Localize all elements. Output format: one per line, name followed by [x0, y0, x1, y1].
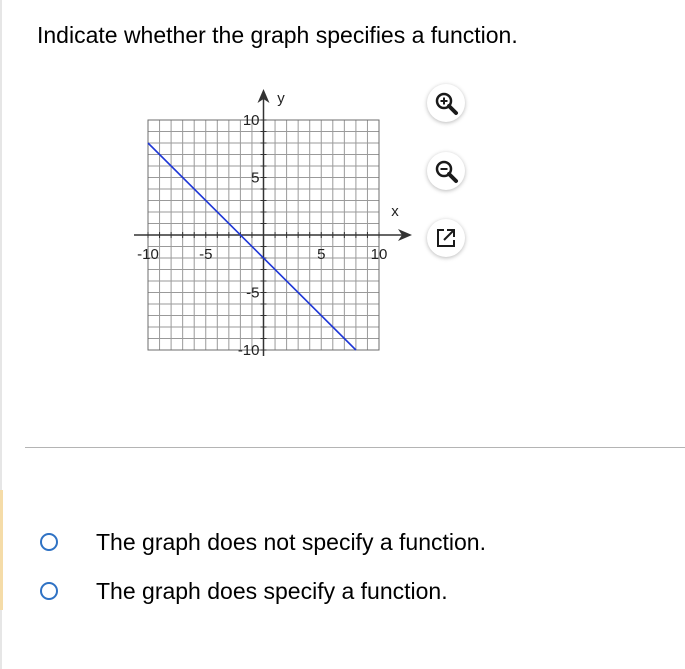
- radio-button[interactable]: [40, 533, 58, 551]
- y-tick-label: -5: [246, 284, 260, 302]
- x-tick-label: -5: [199, 246, 213, 263]
- x-tick-label: -10: [137, 246, 159, 263]
- popout-button[interactable]: [427, 219, 465, 257]
- zoom-out-button[interactable]: [427, 152, 465, 190]
- radio-button[interactable]: [40, 582, 58, 600]
- zoom-out-icon: [433, 158, 459, 184]
- y-axis-label: y: [277, 90, 285, 107]
- option-label: The graph does not specify a function.: [96, 528, 486, 555]
- zoom-in-button[interactable]: [427, 84, 465, 122]
- question-text: Indicate whether the graph specifies a function.: [37, 22, 518, 48]
- external-window-icon: [434, 226, 458, 250]
- option-label: The graph does specify a function.: [96, 577, 448, 604]
- answer-option-not-function[interactable]: [40, 527, 486, 557]
- x-tick-label: 10: [370, 246, 388, 263]
- left-accent-bar: [0, 490, 3, 610]
- y-tick-label: 10: [242, 112, 260, 129]
- section-divider: [25, 447, 685, 448]
- x-axis-label: x: [391, 203, 399, 220]
- answer-option-is-function[interactable]: [40, 576, 448, 606]
- y-tick-label: 5: [251, 169, 260, 187]
- graph-tick-labels: [137, 90, 399, 359]
- zoom-in-icon: [433, 90, 459, 116]
- y-tick-label: -10: [237, 342, 260, 359]
- x-tick-label: 5: [317, 246, 326, 263]
